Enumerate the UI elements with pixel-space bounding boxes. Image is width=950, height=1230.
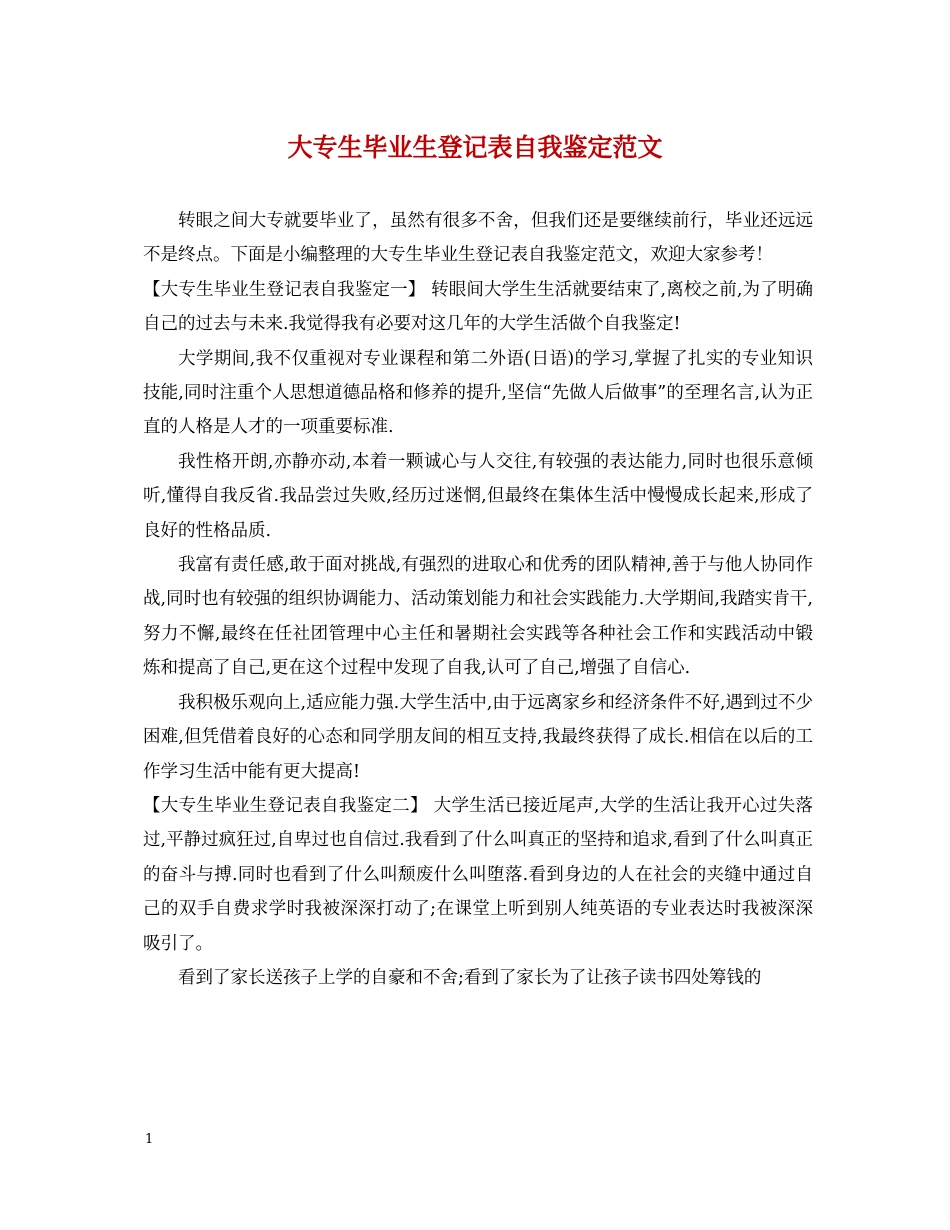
page-number: 1 <box>145 1132 154 1147</box>
section-heading: 【大专生毕业生登记表自我鉴定二】 <box>143 795 428 816</box>
paragraph <box>143 342 813 445</box>
paragraph-text: 我富有责任感,敢于面对挑战,有强烈的进取心和优秀的团队精神,善于与他人协同作战,同时也有较强的组织协调能力、活动策划能力和社会实践能力.大学期间,我踏实肯干,努力不懈,最终在任社团管理中心主任和暑期社会实践等各种社会工作和实践活动中锻炼和提高了自己,更在这个过程中发现了自我,认可了自己,增强了自信心. <box>143 555 813 679</box>
paragraph <box>143 961 813 995</box>
section-two <box>143 789 813 961</box>
paragraph-text: 看到了家长送孩子上学的自豪和不舍;看到了家长为了让孩子读书四处筹钱的 <box>178 967 762 988</box>
paragraph <box>143 548 813 686</box>
document-body <box>143 204 813 995</box>
document-title: 大专生毕业生登记表自我鉴定范文 <box>287 133 663 162</box>
section-one <box>143 273 813 342</box>
paragraph-text: 大学期间,我不仅重视对专业课程和第二外语(日语)的学习,掌握了扎实的专业知识技能,同时注重个人思想道德品格和修养的提升,坚信“先做人后做事”的至理名言,认为正直的人格是人才的一项重要标准. <box>143 348 813 438</box>
paragraph-text: 转眼之间大专就要毕业了，虽然有很多不舍，但我们还是要继续前行，毕业还远远不是终点。下面是小编整理的大专生毕业生登记表自我鉴定范文，欢迎大家参考！ <box>143 211 813 266</box>
paragraph-text: 大学生活已接近尾声,大学的生活让我开心过失落过,平静过疯狂过,自卑过也自信过.我看到了什么叫真正的坚持和追求,看到了什么叫真正的奋斗与搏.同时也看到了什么叫颓废什么叫堕落.看到身边的人在社会的夹缝中通过自己的双手自费求学时我被深深打动了;在课堂上听到别人纯英语的专业表达时我被深深吸引了。 <box>143 795 814 954</box>
paragraph <box>143 686 813 789</box>
paragraph-text: 转眼间大学生生活就要结束了,离校之前,为了明确自己的过去与未来.我觉得我有必要对这几年的大学生活做个自我鉴定! <box>143 279 814 335</box>
paragraph-text: 我性格开朗,亦静亦动,本着一颗诚心与人交往,有较强的表达能力,同时也很乐意倾听,懂得自我反省.我品尝过失败,经历过迷惘,但最终在集体生活中慢慢成长起来,形成了良好的性格品质. <box>143 451 813 541</box>
paragraph <box>143 445 813 548</box>
paragraph-text: 我积极乐观向上,适应能力强.大学生活中,由于远离家乡和经济条件不好,遇到过不少困难,但凭借着良好的心态和同学朋友间的相互支持,我最终获得了成长.相信在以后的工作学习生活中能有更大提高! <box>143 692 813 782</box>
section-heading: 【大专生毕业生登记表自我鉴定一】 <box>143 279 426 300</box>
paragraph-intro <box>143 204 813 273</box>
